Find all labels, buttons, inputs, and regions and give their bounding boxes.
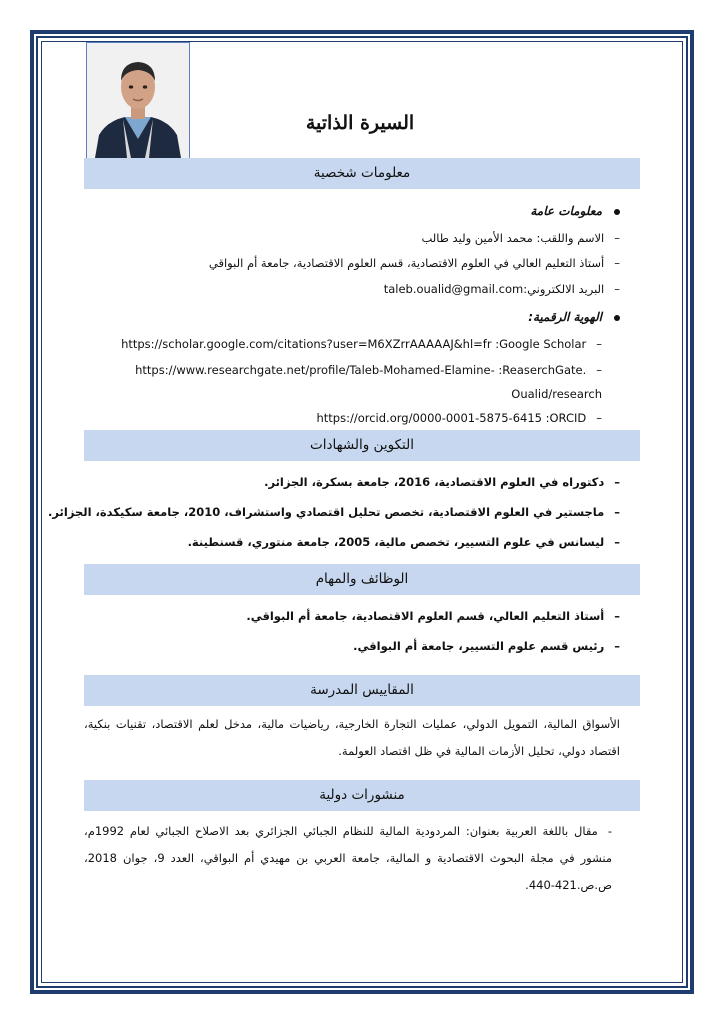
job-item: –أستاذ التعليم العالي، قسم العلوم الاقتصادية، جامعة أم البواقي.	[246, 609, 620, 623]
section-header-courses: المقاييس المدرسة	[84, 675, 640, 706]
position-line: –أستاذ التعليم العالي في العلوم الاقتصادية، قسم العلوم الاقتصادية، جامعة أم البواقي	[208, 256, 620, 270]
section-header-jobs: الوظائف والمهام	[84, 564, 640, 595]
researchgate-link[interactable]: https://www.researchgate.net/profile/Taleb-Mohamed-Elamine-	[135, 363, 495, 377]
orcid-line: –https://orcid.org/0000-0001-5875-6415 :ORCID	[316, 411, 602, 425]
education-item: –ليسانس في علوم التسيير، تخصص مالية، 2005، جامعة منتوري، قسنطينة.	[187, 535, 620, 549]
researchgate-line: –https://www.researchgate.net/profile/Taleb-Mohamed-Elamine- :ReaserchGate.	[135, 363, 602, 377]
section-header-personal: معلومات شخصية	[84, 158, 640, 189]
education-item: –دكتوراه في العلوم الاقتصادية، 2016، جامعة بسكرة، الجزائر.	[264, 475, 620, 489]
digital-identity-heading: الهوية الرقمية:	[528, 310, 620, 324]
orcid-link[interactable]: https://orcid.org/0000-0001-5875-6415	[316, 411, 542, 425]
bullet-icon	[614, 209, 620, 215]
general-info-heading: معلومات عامة	[530, 204, 620, 218]
scholar-line: –https://scholar.google.com/citations?user=M6XZrrAAAAAJ&hl=fr :Google Scholar	[121, 337, 602, 351]
job-item: –رئيس قسم علوم التسيير، جامعة أم البواقي.	[353, 639, 620, 653]
education-item: –ماجستير في العلوم الاقتصادية، تخصص تحليل اقتصادي واستشراف، 2010، جامعة سكيكدة، الجزائر.	[48, 505, 620, 519]
email-link[interactable]: taleb.oualid@gmail.com	[383, 282, 524, 296]
bullet-icon	[614, 315, 620, 321]
email-line: –البريد الالكتروني:taleb.oualid@gmail.com	[383, 282, 620, 296]
page-title: السيرة الذاتية	[305, 112, 415, 134]
name-line: –الاسم واللقب: محمد الأمين وليد طالب	[421, 231, 620, 245]
researchgate-line-cont: Oualid/research	[511, 387, 602, 401]
section-header-publications: منشورات دولية	[84, 780, 640, 811]
scholar-link[interactable]: https://scholar.google.com/citations?user=M6XZrrAAAAAJ&hl=fr	[121, 337, 492, 351]
profile-photo	[86, 42, 190, 159]
courses-paragraph: الأسواق المالية، التمويل الدولي، عمليات التجارة الخارجية، رياضيات مالية، مدخل لعلم الاقتصاد، تقنيات بنكية، اقتصاد دولي، تحليل الأزمات المالية في ظل اقتصاد العولمة.	[84, 717, 620, 758]
publication-item: -مقال باللغة العربية بعنوان: المردودية المالية للنظام الجبائي الجزائري بعد الاصلاح الجبائي لعام 1992م، منشور في مجلة البحوث الاقتصادية و المالية، جامعة العربي بن مهيدي أم البواقي، العدد 9، جوان 2018، ص.ص.421-440.	[84, 824, 613, 892]
section-header-education: التكوين والشهادات	[84, 430, 640, 461]
